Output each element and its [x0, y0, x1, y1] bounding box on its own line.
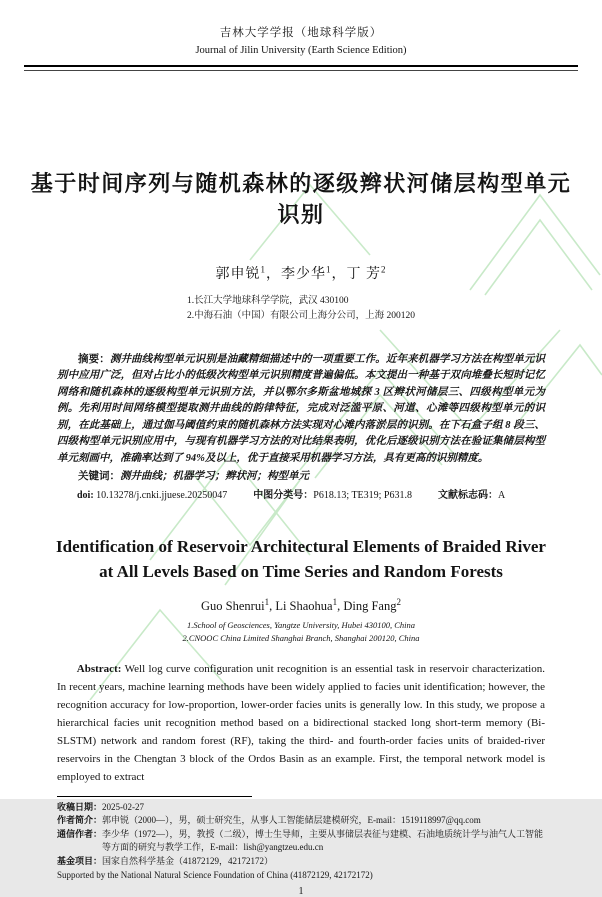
abstract-en	[57, 660, 545, 786]
author-bio-row: 作者简介： 郭申锐（2000—），男，硕士研究生，从事人工智能储层建模研究，E-mail：1519118997@qq.com	[57, 815, 481, 826]
clc-number: 中图分类号：P618.13; TE319; P631.8	[253, 489, 412, 501]
corresponding-author-row: 通信作者： 李少华（1972—），男，教授（二级），博士生导师，主要从事储层表征与建模、石油地质统计学与油气人工智能等方面的研究与教学工作，E-mail：lish@yangtzeu.edu.cn	[57, 828, 544, 853]
affiliations-en	[0, 619, 602, 645]
abstract-label-cn: 摘要：	[78, 352, 110, 365]
doi-line	[57, 488, 545, 504]
keywords-label-cn: 关键词：	[78, 470, 120, 483]
article-title-en: Identification of Reservoir Architectural Elements of Braided River at All Levels Based on Time Series and Random Forests	[56, 536, 546, 581]
journal-title-en: Journal of Jilin University (Earth Science Edition)	[195, 44, 407, 56]
document-code: 文献标志码：A	[438, 489, 506, 501]
footnote-separator	[57, 796, 252, 797]
abstract-cn	[57, 351, 545, 468]
affiliation-line: 2.CNOOC China Limited Shanghai Branch, Shanghai 200120, China	[182, 632, 420, 643]
article-title-cn: 基于时间序列与随机森林的逐级辫状河储层构型单元识别	[30, 170, 572, 227]
byline-cn	[0, 263, 602, 283]
funding-row: 基金项目： 国家自然科学基金（41872129，42172172）	[57, 855, 274, 866]
page-number: 1	[298, 886, 304, 897]
author-separator: ,	[337, 598, 344, 613]
author-separator: ，	[331, 266, 347, 282]
keywords-text-cn: 测井曲线；机器学习；辫状河；构型单元	[120, 471, 309, 483]
abstract-text-en: Well log curve configuration unit recognition is an essential task in reservoir characterization. In recent years, machine learning methods have been widely applied to facies unit identification; however, the recognition accuracy for low-proportion, lower-order facies units is generally low. In this study, we propose a hierarchical facies unit recognition method based on a bidirectional stacked long short-term memory (Bi-SLSTM) network and random forest (RF), taking the third- and fourth-order facies units of braided-river reservoirs in the Chengtan 3 block of the Ordos Basin as an example. First, the temporal network model is employed to extract	[57, 662, 545, 783]
author-separator: ，	[266, 266, 281, 282]
author-separator: ,	[269, 598, 276, 613]
header-rule	[24, 65, 578, 71]
journal-title-cn: 吉林大学学报（地球科学版）	[219, 27, 383, 39]
affiliation-line: 2.中海石油（中国）有限公司上海分公司，上海 200120	[186, 310, 415, 321]
keywords-cn	[57, 468, 545, 486]
affiliation-line: 1.School of Geosciences, Yangtze University, Hubei 430100, China	[187, 619, 415, 630]
abstract-label-en: Abstract:	[76, 662, 122, 675]
byline-en	[0, 597, 602, 614]
received-date-row: 收稿日期： 2025-02-27	[57, 801, 145, 812]
author-en: Guo Shenrui$^1$	[201, 596, 270, 613]
footnotes	[57, 801, 552, 869]
affiliation-line: 1.长江大学地球科学学院，武汉 430100	[186, 295, 349, 306]
author-en: Ding Fang$^2$	[343, 596, 401, 613]
journal-header	[0, 0, 602, 58]
author-en: Li Shaohua$^1$	[275, 596, 338, 613]
doi: doi: 10.13278/j.cnki.jjuese.20250047	[77, 489, 228, 501]
abstract-text-cn: 测井曲线构型单元识别是油藏精细描述中的一项重要工作。近年来机器学习方法在构型单元识别中应用广泛，但对占比小的低级次构型单元识别精度普遍偏低。本文提出一种基于双向堆叠长短时记忆网络和随机森林的逐级构型单元识别方法，并以鄂尔多斯盆地城探 3 区辫状河储层三、四级构型单元为例。先利用时间网络模型提取测井曲线的韵律特征，完成对泛滥平原、河道、心滩等四级构型单元的识别，在此基础上，通过伽马阈值约束的随机森林方法实现对心滩内落淤层的识别。在下石盒子组 8 段三、四级构型单元识别应用中，与现有机器学习方法的对比结果表明，优化后逐级识别方法在验证集储层构型单元刻画中，准确率达到了 94%及以上，优于直接采用机器学习方法，具有更高的识别精度。	[57, 353, 546, 464]
supported-by-line: Supported by the National Natural Science Foundation of China (41872129, 42172172)	[57, 870, 373, 881]
author-cn: 郭申锐$^1$	[215, 264, 266, 282]
author-cn: 李少华$^1$	[281, 264, 332, 282]
affiliations-cn	[0, 294, 602, 324]
author-cn: 丁 芳$^2$	[346, 264, 387, 282]
